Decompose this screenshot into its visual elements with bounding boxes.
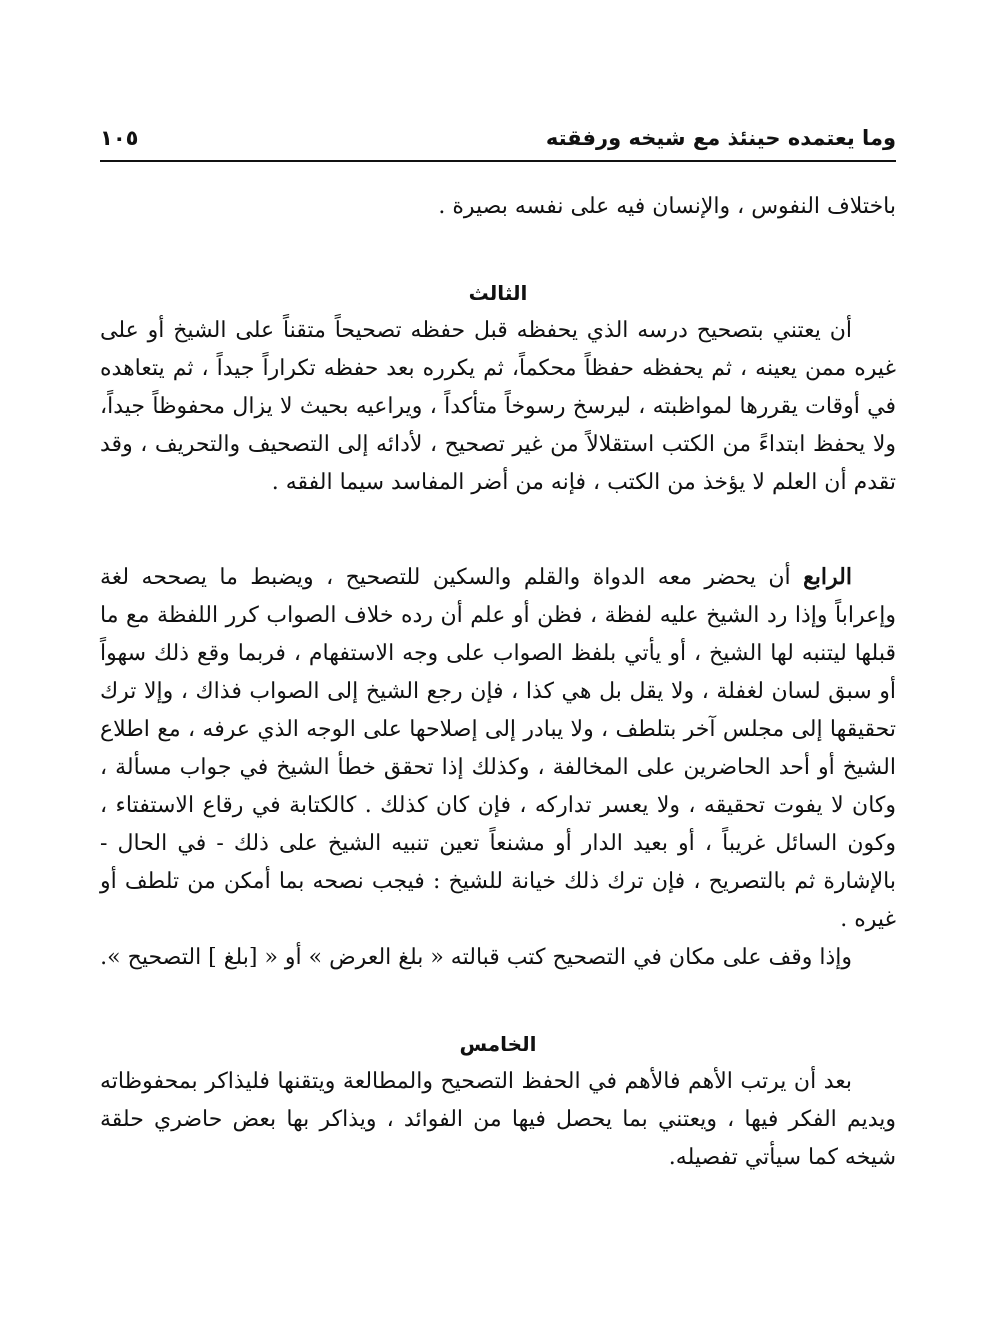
- running-title: وما يعتمده حينئذ مع شيخه ورفقته: [545, 126, 896, 150]
- page-header: [100, 118, 896, 158]
- section-fourth-text: أن يحضر معه الدواة والقلم والسكين للتصحيح ، ويضبط ما يصححه لغة وإعراباً وإذا رد الشيخ عليه لفظة ، فظن أو علم أن رده خلاف الصواب كرر اللفظة مع ما قبلها ليتنبه لها الشيخ ، أو يأتي بلفظ الصواب على وجه الاستفهام ، فربما وقع ذلك سهواً أو سبق لسان لغفلة ، ولا يقل بل هي كذا ، فإن رجع الشيخ إلى الصواب فذاك ، وإلا ترك تحقيقها إلى مجلس آخر بتلطف ، ولا يبادر إلى إصلاحها على الوجه الذي عرفه ، مع اطلاع الشيخ أو أحد الحاضرين على المخالفة ، وكذلك إذا تحقق خطأ الشيخ في جواب مسألة ، وكان لا يفوت تحقيقه ، ولا يعسر تداركه ، فإن كان كذلك . كالكتابة في رقاع الاستفتاء ، وكون السائل غريباً ، أو بعيد الدار أو مشنعاً تعين تنبيه الشيخ على ذلك - في الحال - بالإشارة ثم بالتصريح ، فإن ترك ذلك خيانة للشيخ : فيجب نصحه بما أمكن من تلطف أو غيره .: [100, 565, 896, 932]
- section-fourth-paragraph: [100, 558, 896, 939]
- section-fourth-paragraph-2: وإذا وقف على مكان في التصحيح كتب قبالته « بلغ العرض » أو « [بلغ ] التصحيح ».: [100, 945, 852, 970]
- section-fifth-paragraph: بعد أن يرتب الأهم فالأهم في الحفظ التصحيح والمطالعة ويتقنها فليذاكر بمحفوظاته ويديم الفكر فيها ، ويعتني بما يحصل فيها من الفوائد ، ويذاكر بها بعض حاضري حلقة شيخه كما سيأتي تفصيله.: [100, 1069, 896, 1170]
- spacer: [100, 977, 896, 1025]
- section-lead-fourth: الرابع: [803, 564, 852, 590]
- spacer: [100, 502, 896, 558]
- section-heading-third: الثالث: [468, 281, 528, 305]
- section-heading-fifth: الخامس: [459, 1032, 537, 1056]
- spacer: [100, 226, 896, 274]
- opening-line: باختلاف النفوس ، والإنسان فيه على نفسه بصيرة .: [438, 194, 896, 219]
- page-number: ١٠٥: [100, 126, 139, 150]
- section-third-paragraph: أن يعتني بتصحيح درسه الذي يحفظه قبل حفظه تصحيحاً متقناً على الشيخ أو على غيره ممن يعينه ، ثم يحفظه حفظاً محكماً، ثم يكرره بعد حفظه تكراراً جيداً ، ثم يتعاهده في أوقات يقررها لمواظبته ، ليرسخ رسوخاً متأكداً ، ويراعيه بحيث لا يزال محفوظاً جيداً، ولا يحفظ ابتداءً من الكتب استقلالاً من غير تصحيح ، لأدائه إلى التصحيف والتحريف ، وقد تقدم أن العلم لا يؤخذ من الكتب ، فإنه من أضر المفاسد سيما الفقه .: [100, 318, 896, 495]
- header-rule: [100, 160, 896, 162]
- body-text: [100, 188, 896, 1177]
